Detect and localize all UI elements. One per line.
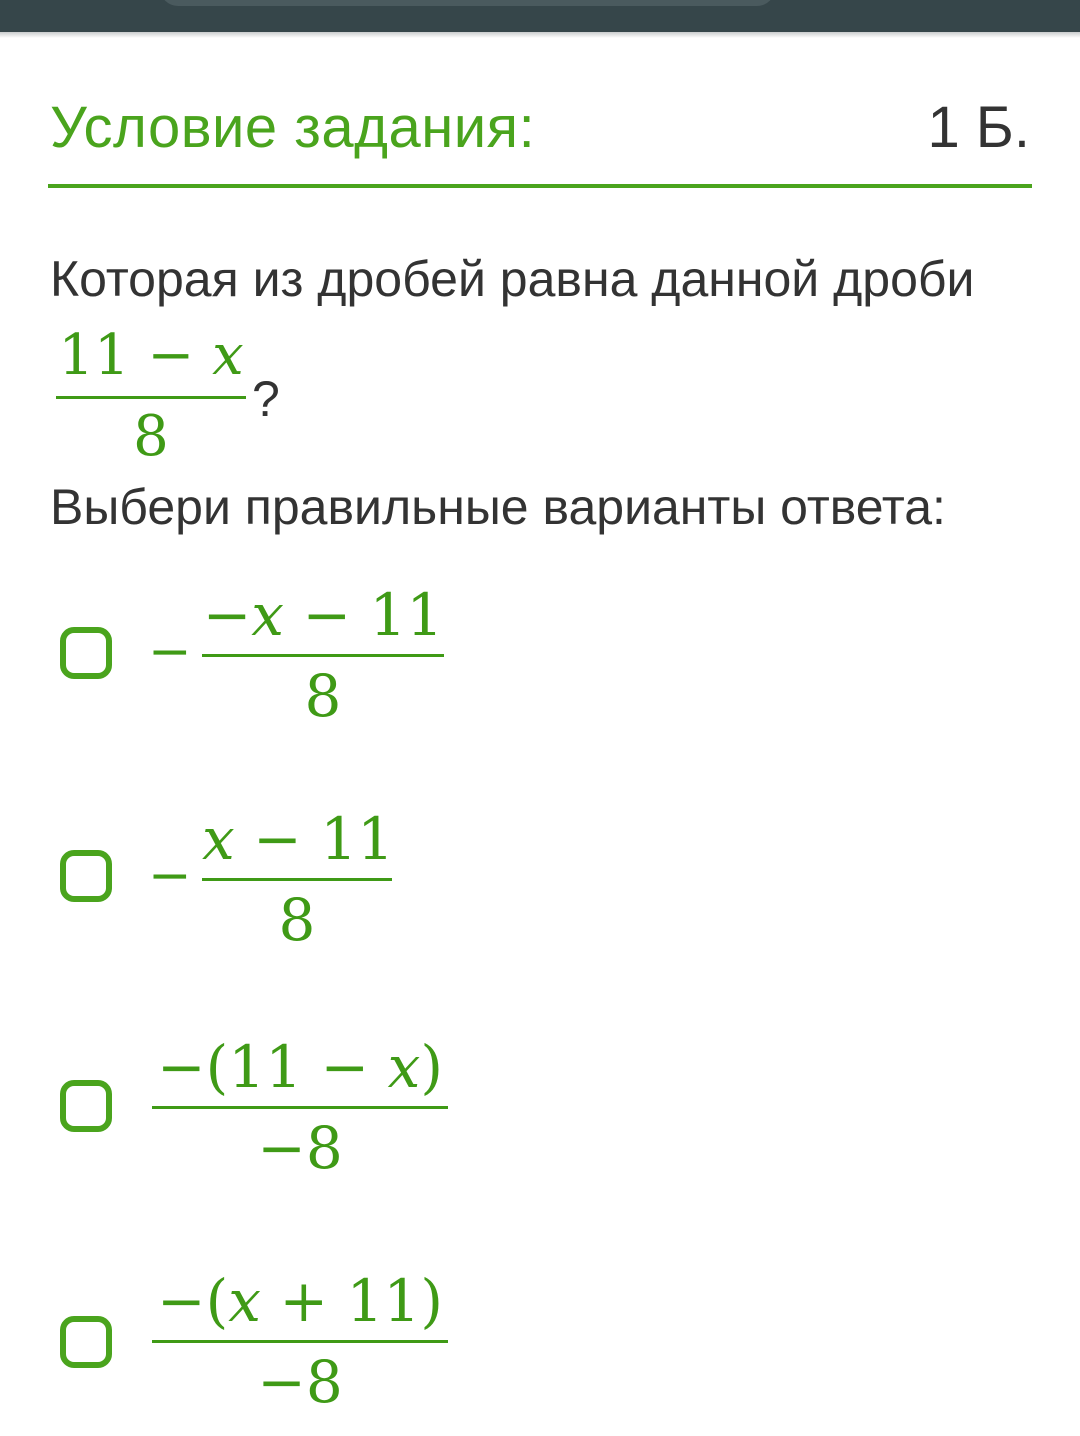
- address-bar[interactable]: [160, 0, 775, 6]
- option-2-denominator: 8: [278, 886, 316, 954]
- top-bar-shadow: [0, 32, 1080, 38]
- question-text: Которая из дробей равна данной дроби: [50, 251, 975, 307]
- task-header: [48, 88, 1032, 178]
- option-2-checkbox[interactable]: [60, 850, 112, 902]
- header-divider: [48, 184, 1032, 188]
- given-fraction-numerator: 11 − x: [58, 323, 244, 388]
- option-1-numerator: −x − 11: [202, 581, 444, 649]
- app-top-bar: [0, 0, 1080, 32]
- option-3-numerator: −(11 − x): [157, 1033, 443, 1101]
- option-4-numerator: −(x + 11): [157, 1267, 443, 1335]
- option-2-prefix: −: [148, 846, 192, 906]
- option-1-denominator: 8: [304, 662, 342, 730]
- option-3-denominator: −8: [257, 1114, 343, 1182]
- task-condition-title: Условие задания:: [50, 95, 536, 160]
- option-4-checkbox[interactable]: [60, 1316, 112, 1368]
- option-1-checkbox[interactable]: [60, 627, 112, 679]
- option-4-fraction[interactable]: [152, 1264, 448, 1417]
- option-4-denominator: −8: [257, 1348, 343, 1416]
- option-3-checkbox[interactable]: [60, 1080, 112, 1132]
- task-points: 1 Б.: [927, 95, 1030, 160]
- option-1-fraction[interactable]: [202, 578, 444, 731]
- answer-instruction: Выбери правильные варианты ответа:: [50, 479, 946, 535]
- option-1-prefix: −: [148, 622, 192, 682]
- question-mark: ?: [252, 371, 280, 427]
- option-2-fraction[interactable]: [202, 802, 395, 955]
- given-fraction-denominator: 8: [133, 404, 169, 469]
- given-fraction: [56, 320, 246, 471]
- option-3-fraction[interactable]: [152, 1030, 448, 1183]
- option-2-numerator: x − 11: [202, 805, 395, 873]
